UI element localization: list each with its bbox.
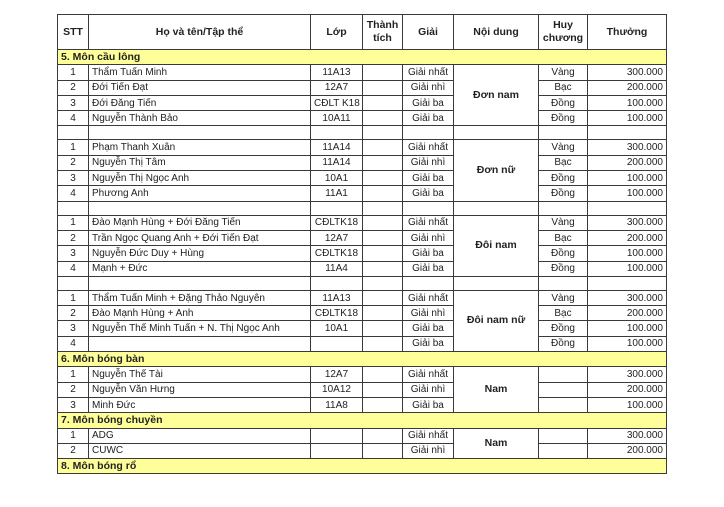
empty-cell <box>58 201 89 215</box>
cell-medal <box>539 397 588 412</box>
empty-cell <box>454 201 539 215</box>
cell-reward: 200.000 <box>588 230 667 245</box>
header-stt: STT <box>58 15 89 50</box>
table-row <box>58 321 667 336</box>
cell-name: Mạnh + Đức <box>89 261 311 276</box>
cell-reward: 100.000 <box>588 261 667 276</box>
cell-achievement <box>363 443 403 458</box>
cell-prize: Giải nhì <box>403 230 454 245</box>
blank-row <box>58 126 667 140</box>
cell-class: 11A4 <box>311 261 363 276</box>
cell-prize: Giải nhất <box>403 215 454 230</box>
cell-prize: Giải ba <box>403 336 454 351</box>
cell-achievement <box>363 367 403 382</box>
cell-prize: Giải nhất <box>403 140 454 155</box>
cell-name: Đới Đăng Tiến <box>89 95 311 110</box>
table-row <box>58 367 667 382</box>
section-title: 5. Môn cầu lông <box>58 50 667 65</box>
cell-name: Nguyễn Thành Bảo <box>89 111 311 126</box>
table-row <box>58 230 667 245</box>
cell-name: Phương Anh <box>89 186 311 201</box>
cell-name: Nguyễn Thị Tâm <box>89 155 311 170</box>
cell-name: Đới Tiến Đạt <box>89 80 311 95</box>
empty-cell <box>363 201 403 215</box>
empty-cell <box>311 201 363 215</box>
cell-achievement <box>363 171 403 186</box>
table-row <box>58 186 667 201</box>
empty-cell <box>454 126 539 140</box>
empty-cell <box>311 276 363 290</box>
cell-reward: 300.000 <box>588 65 667 80</box>
table-row <box>58 261 667 276</box>
cell-name: Đào Mạnh Hùng + Đới Đăng Tiến <box>89 215 311 230</box>
table-row <box>58 336 667 351</box>
cell-achievement <box>363 246 403 261</box>
cell-medal: Vàng <box>539 290 588 305</box>
header-medal-line2: chương <box>542 32 584 44</box>
cell-class: 11A13 <box>311 65 363 80</box>
cell-stt: 1 <box>58 140 89 155</box>
cell-medal: Đồng <box>539 246 588 261</box>
cell-stt: 3 <box>58 171 89 186</box>
cell-prize: Giải ba <box>403 111 454 126</box>
cell-name <box>89 336 311 351</box>
cell-class: CĐLTK18 <box>311 306 363 321</box>
cell-class: 10A12 <box>311 382 363 397</box>
header-name: Họ và tên/Tập thể <box>89 15 311 50</box>
cell-stt: 3 <box>58 397 89 412</box>
cell-achievement <box>363 95 403 110</box>
cell-reward: 300.000 <box>588 367 667 382</box>
cell-medal: Đồng <box>539 321 588 336</box>
cell-name: Nguyễn Thị Ngọc Anh <box>89 171 311 186</box>
cell-achievement <box>363 140 403 155</box>
cell-content: Nam <box>454 428 539 459</box>
cell-class: 11A13 <box>311 290 363 305</box>
cell-stt: 4 <box>58 111 89 126</box>
cell-medal <box>539 443 588 458</box>
cell-achievement <box>363 336 403 351</box>
empty-cell <box>539 276 588 290</box>
table-body <box>58 50 667 474</box>
cell-stt: 3 <box>58 95 89 110</box>
cell-reward: 300.000 <box>588 215 667 230</box>
empty-cell <box>588 276 667 290</box>
cell-medal: Đồng <box>539 171 588 186</box>
cell-achievement <box>363 230 403 245</box>
cell-prize: Giải ba <box>403 171 454 186</box>
awards-table <box>57 14 667 474</box>
cell-class: 10A1 <box>311 171 363 186</box>
cell-name: Trần Ngọc Quang Anh + Đới Tiến Đạt <box>89 230 311 245</box>
cell-stt: 4 <box>58 261 89 276</box>
cell-prize: Giải ba <box>403 246 454 261</box>
cell-name: Đào Mạnh Hùng + Anh <box>89 306 311 321</box>
empty-cell <box>588 126 667 140</box>
cell-class: 11A8 <box>311 397 363 412</box>
cell-reward: 300.000 <box>588 140 667 155</box>
cell-stt: 1 <box>58 215 89 230</box>
cell-achievement <box>363 261 403 276</box>
table-row <box>58 140 667 155</box>
cell-stt: 2 <box>58 443 89 458</box>
table-row <box>58 80 667 95</box>
section-title: 7. Môn bóng chuyền <box>58 413 667 428</box>
cell-achievement <box>363 65 403 80</box>
cell-reward: 300.000 <box>588 290 667 305</box>
cell-medal: Vàng <box>539 215 588 230</box>
header-achievement <box>363 15 403 50</box>
table-row <box>58 443 667 458</box>
cell-achievement <box>363 306 403 321</box>
cell-stt: 4 <box>58 186 89 201</box>
cell-medal: Bạc <box>539 80 588 95</box>
cell-medal: Đồng <box>539 336 588 351</box>
cell-class: 11A14 <box>311 155 363 170</box>
cell-class <box>311 336 363 351</box>
cell-prize: Giải nhất <box>403 428 454 443</box>
header-medal <box>539 15 588 50</box>
cell-reward: 100.000 <box>588 171 667 186</box>
cell-content: Nam <box>454 367 539 413</box>
cell-stt: 2 <box>58 306 89 321</box>
empty-cell <box>58 276 89 290</box>
cell-reward: 300.000 <box>588 428 667 443</box>
cell-medal: Vàng <box>539 140 588 155</box>
cell-prize: Giải ba <box>403 261 454 276</box>
cell-class: CĐLTK18 <box>311 246 363 261</box>
cell-stt: 2 <box>58 230 89 245</box>
table-row <box>58 290 667 305</box>
cell-class: 12A7 <box>311 80 363 95</box>
header-medal-line1: Huy <box>553 19 573 31</box>
empty-cell <box>363 276 403 290</box>
cell-reward: 200.000 <box>588 306 667 321</box>
table-row <box>58 382 667 397</box>
table-row <box>58 155 667 170</box>
cell-stt: 2 <box>58 80 89 95</box>
cell-prize: Giải nhì <box>403 80 454 95</box>
cell-class: 12A7 <box>311 367 363 382</box>
cell-reward: 200.000 <box>588 382 667 397</box>
table-row <box>58 95 667 110</box>
cell-stt: 1 <box>58 428 89 443</box>
header-reward: Thưởng <box>588 15 667 50</box>
cell-reward: 100.000 <box>588 321 667 336</box>
cell-prize: Giải ba <box>403 95 454 110</box>
cell-stt: 1 <box>58 65 89 80</box>
cell-achievement <box>363 80 403 95</box>
section-row <box>58 352 667 367</box>
cell-class <box>311 428 363 443</box>
cell-medal: Vàng <box>539 65 588 80</box>
cell-name: ADG <box>89 428 311 443</box>
cell-prize: Giải ba <box>403 397 454 412</box>
section-row <box>58 413 667 428</box>
cell-medal <box>539 367 588 382</box>
cell-prize: Giải nhì <box>403 155 454 170</box>
cell-medal: Đồng <box>539 95 588 110</box>
cell-name: Minh Đức <box>89 397 311 412</box>
blank-row <box>58 276 667 290</box>
cell-medal: Bạc <box>539 230 588 245</box>
cell-stt: 2 <box>58 155 89 170</box>
cell-stt: 1 <box>58 367 89 382</box>
cell-stt: 2 <box>58 382 89 397</box>
cell-class: CĐLT K18 <box>311 95 363 110</box>
cell-name: Nguyễn Thế Minh Tuấn + N. Thị Ngọc Anh <box>89 321 311 336</box>
cell-name: Nguyễn Văn Hưng <box>89 382 311 397</box>
cell-class: 12A7 <box>311 230 363 245</box>
cell-stt: 4 <box>58 336 89 351</box>
cell-content: Đôi nam <box>454 215 539 276</box>
cell-name: Nguyễn Đức Duy + Hùng <box>89 246 311 261</box>
cell-achievement <box>363 428 403 443</box>
cell-name: CUWC <box>89 443 311 458</box>
cell-achievement <box>363 111 403 126</box>
cell-name: Thẩm Tuấn Minh <box>89 65 311 80</box>
cell-class: 10A11 <box>311 111 363 126</box>
cell-class: 10A1 <box>311 321 363 336</box>
header-class: Lớp <box>311 15 363 50</box>
empty-cell <box>539 201 588 215</box>
cell-medal: Bạc <box>539 306 588 321</box>
empty-cell <box>89 276 311 290</box>
cell-achievement <box>363 290 403 305</box>
cell-achievement <box>363 382 403 397</box>
cell-achievement <box>363 397 403 412</box>
cell-name: Thẩm Tuấn Minh + Đặng Thảo Nguyên <box>89 290 311 305</box>
cell-reward: 200.000 <box>588 80 667 95</box>
table-row <box>58 306 667 321</box>
cell-reward: 100.000 <box>588 95 667 110</box>
table-row <box>58 246 667 261</box>
header-achievement-line2: tích <box>373 32 392 44</box>
table-row <box>58 397 667 412</box>
table-row <box>58 111 667 126</box>
cell-medal <box>539 382 588 397</box>
section-row <box>58 459 667 474</box>
section-row <box>58 50 667 65</box>
cell-content: Đơn nam <box>454 65 539 126</box>
cell-reward: 100.000 <box>588 246 667 261</box>
cell-reward: 200.000 <box>588 155 667 170</box>
cell-reward: 100.000 <box>588 336 667 351</box>
cell-achievement <box>363 321 403 336</box>
cell-medal: Đồng <box>539 111 588 126</box>
table-row <box>58 65 667 80</box>
cell-medal <box>539 428 588 443</box>
cell-content: Đơn nữ <box>454 140 539 201</box>
cell-class: CĐLTK18 <box>311 215 363 230</box>
header-prize: Giải <box>403 15 454 50</box>
empty-cell <box>454 276 539 290</box>
header-row <box>58 15 667 50</box>
blank-row <box>58 201 667 215</box>
empty-cell <box>363 126 403 140</box>
section-title: 6. Môn bóng bàn <box>58 352 667 367</box>
empty-cell <box>58 126 89 140</box>
header-achievement-line1: Thành <box>366 19 399 31</box>
cell-prize: Giải nhất <box>403 65 454 80</box>
empty-cell <box>311 126 363 140</box>
empty-cell <box>539 126 588 140</box>
cell-stt: 3 <box>58 246 89 261</box>
cell-reward: 100.000 <box>588 397 667 412</box>
cell-achievement <box>363 186 403 201</box>
cell-class: 11A1 <box>311 186 363 201</box>
empty-cell <box>403 201 454 215</box>
cell-achievement <box>363 155 403 170</box>
empty-cell <box>403 126 454 140</box>
cell-medal: Đồng <box>539 261 588 276</box>
cell-reward: 100.000 <box>588 111 667 126</box>
cell-prize: Giải ba <box>403 186 454 201</box>
cell-name: Phạm Thanh Xuân <box>89 140 311 155</box>
cell-prize: Giải ba <box>403 321 454 336</box>
cell-name: Nguyễn Thế Tài <box>89 367 311 382</box>
empty-cell <box>588 201 667 215</box>
section-title: 8. Môn bóng rổ <box>58 459 667 474</box>
cell-prize: Giải nhì <box>403 382 454 397</box>
cell-class: 11A14 <box>311 140 363 155</box>
empty-cell <box>403 276 454 290</box>
cell-prize: Giải nhất <box>403 290 454 305</box>
table-row <box>58 171 667 186</box>
header-content: Nội dung <box>454 15 539 50</box>
cell-reward: 200.000 <box>588 443 667 458</box>
cell-reward: 100.000 <box>588 186 667 201</box>
empty-cell <box>89 126 311 140</box>
cell-prize: Giải nhất <box>403 367 454 382</box>
cell-class <box>311 443 363 458</box>
cell-prize: Giải nhì <box>403 443 454 458</box>
cell-stt: 3 <box>58 321 89 336</box>
table-row <box>58 428 667 443</box>
empty-cell <box>89 201 311 215</box>
cell-achievement <box>363 215 403 230</box>
cell-medal: Đồng <box>539 186 588 201</box>
table-row <box>58 215 667 230</box>
cell-stt: 1 <box>58 290 89 305</box>
cell-prize: Giải nhì <box>403 306 454 321</box>
cell-content: Đôi nam nữ <box>454 290 539 351</box>
cell-medal: Bạc <box>539 155 588 170</box>
